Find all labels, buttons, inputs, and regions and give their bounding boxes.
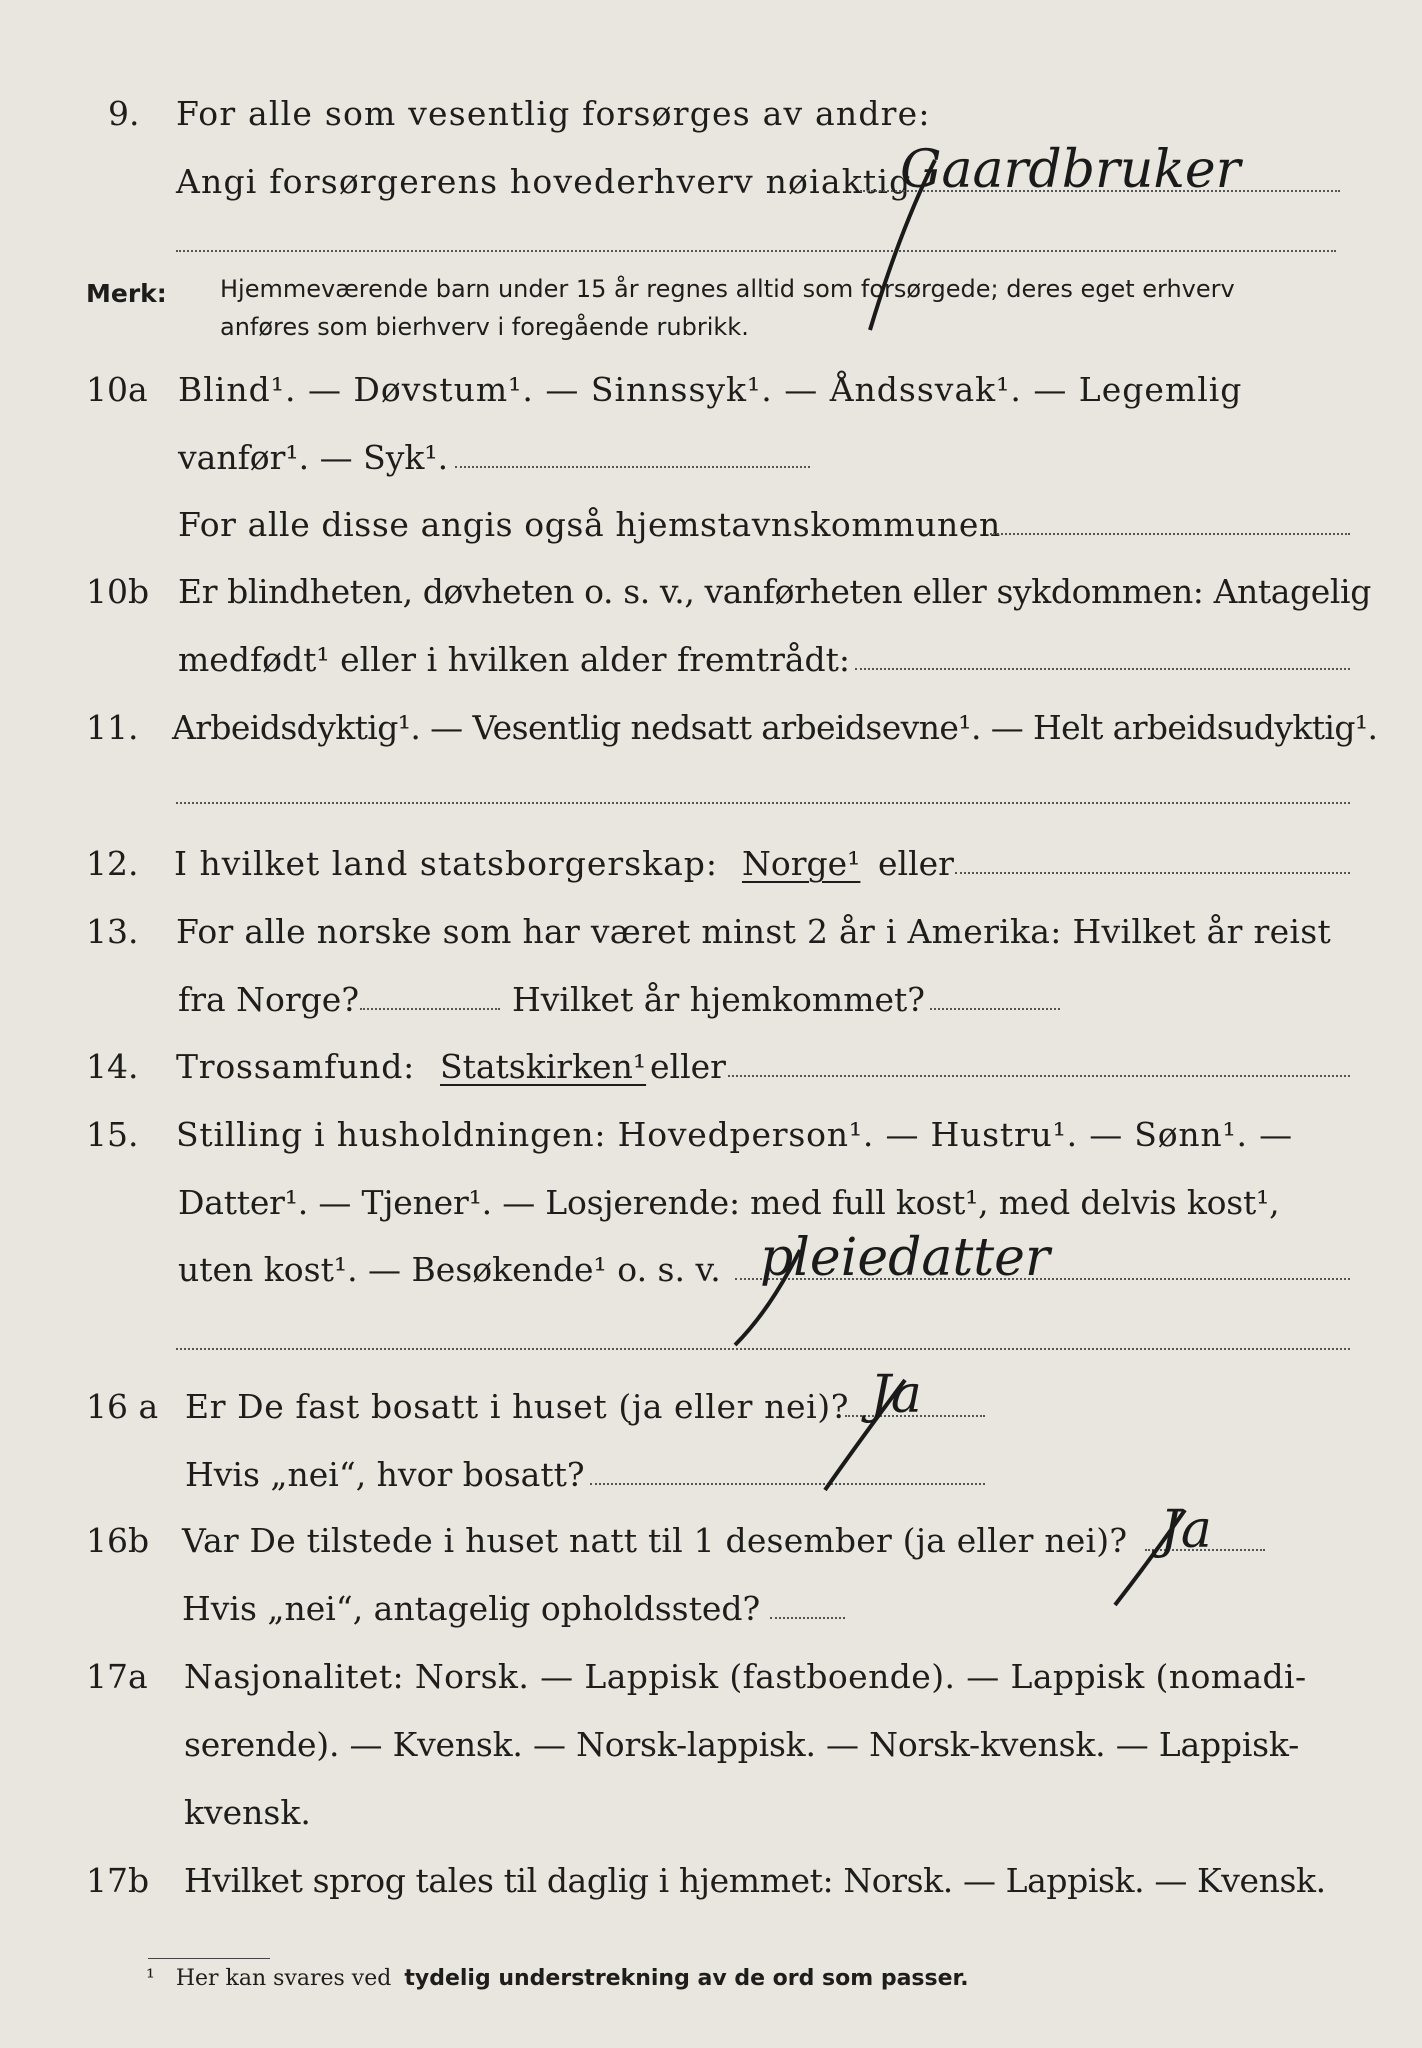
row-15-number: 15. — [86, 1115, 139, 1154]
row-16a-number: 16 a — [86, 1387, 159, 1426]
stroke-row-9 — [870, 160, 935, 330]
row-16a-handwritten-answer: Ja — [870, 1365, 922, 1425]
merk-line2: anføres som bierhverv i foregående rubrikk. — [220, 313, 749, 341]
footnote-bold-text: tydelig understrekning av de ord som passer. — [404, 1966, 969, 1991]
row-17a-number: 17a — [86, 1657, 148, 1696]
row-10b-number: 10b — [86, 572, 150, 611]
row-17b-number: 17b — [86, 1861, 150, 1900]
row-12-suffix: eller — [878, 844, 954, 883]
row-17b-line1: Hvilket sprog tales til daglig i hjemmet: Norsk. — Lappisk. — Kvensk. — [184, 1861, 1326, 1900]
row-9-handwritten-answer: Gaardbruker — [900, 140, 1241, 200]
row-15-handwritten-answer: pleiedatter — [760, 1228, 1050, 1288]
row-12-number: 12. — [86, 844, 139, 883]
row-10a-line1: Blind¹. — Døvstum¹. — Sinnssyk¹. — Åndssvak¹. — Legemlig — [178, 370, 1243, 409]
row-16b-line1: Var De tilstede i huset natt til 1 desember (ja eller nei)? — [182, 1521, 1128, 1560]
row-14-suffix: eller — [650, 1047, 726, 1086]
footnote-mark: ¹ — [146, 1966, 155, 1991]
row-12-choice-norge: Norge¹ — [742, 844, 861, 883]
stroke-row-16a — [825, 1380, 905, 1490]
row-10b-line2: medfødt¹ eller i hvilken alder fremtrådt: — [178, 640, 851, 679]
row-16a-line2: Hvis „nei“, hvor bosatt? — [185, 1455, 585, 1494]
row-10a-line3: For alle disse angis også hjemstavnskommunen — [178, 505, 1001, 544]
row-13-line2b: Hvilket år hjemkommet? — [512, 980, 925, 1019]
row-10b-line1: Er blindheten, døvheten o. s. v., vanførheten eller sykdommen: Antagelig — [178, 572, 1371, 611]
row-15-line1: Stilling i husholdningen: Hovedperson¹. — Hustru¹. — Sønn¹. — — [176, 1115, 1293, 1154]
row-17a-line3: kvensk. — [184, 1793, 311, 1832]
row-14-number: 14. — [86, 1047, 139, 1086]
row-11-line1: Arbeidsdyktig¹. — Vesentlig nedsatt arbeidsevne¹. — Helt arbeidsudyktig¹. — [172, 708, 1378, 747]
row-10a-line2: vanfør¹. — Syk¹. — [178, 438, 449, 477]
merk-line1: Hjemmeværende barn under 15 år regnes alltid som forsørgede; deres eget erhverv — [220, 275, 1235, 303]
row-12-prefix: I hvilket land statsborgerskap: — [174, 844, 719, 883]
row-16b-handwritten-answer: Ja — [1160, 1500, 1212, 1560]
row-14-prefix: Trossamfund: — [176, 1047, 416, 1086]
row-11-number: 11. — [86, 708, 139, 747]
row-17a-line1: Nasjonalitet: Norsk. — Lappisk (fastboende). — Lappisk (nomadi- — [184, 1657, 1307, 1696]
row-10a-number: 10a — [86, 370, 148, 409]
row-16b-line2: Hvis „nei“, antagelig opholdssted? — [182, 1589, 761, 1628]
footnote-text: Her kan svares ved — [175, 1966, 392, 1991]
row-15-line2: Datter¹. — Tjener¹. — Losjerende: med full kost¹, med delvis kost¹, — [178, 1183, 1280, 1222]
row-17a-line2: serende). — Kvensk. — Norsk-lappisk. — Norsk-kvensk. — Lappisk- — [184, 1725, 1300, 1764]
row-14-choice-statskirken: Statskirken¹ — [440, 1047, 647, 1086]
stroke-row-15 — [735, 1250, 800, 1345]
row-13-line1: For alle norske som har været minst 2 år i Amerika: Hvilket år reist — [176, 912, 1332, 951]
stroke-row-16b — [1115, 1510, 1185, 1605]
row-13-number: 13. — [86, 912, 139, 951]
row-9-line2: Angi forsørgerens hovederhverv nøiaktig — [176, 162, 912, 201]
row-9-line1: For alle som vesentlig forsørges av andre: — [176, 94, 931, 133]
row-9-number: 9. — [108, 94, 140, 133]
merk-label: Merk: — [86, 279, 167, 308]
row-15-line3: uten kost¹. — Besøkende¹ o. s. v. — [178, 1250, 721, 1289]
row-16a-line1: Er De fast bosatt i huset (ja eller nei)? — [185, 1387, 849, 1426]
row-13-line2a: fra Norge? — [178, 980, 360, 1019]
row-16b-number: 16b — [86, 1521, 150, 1560]
